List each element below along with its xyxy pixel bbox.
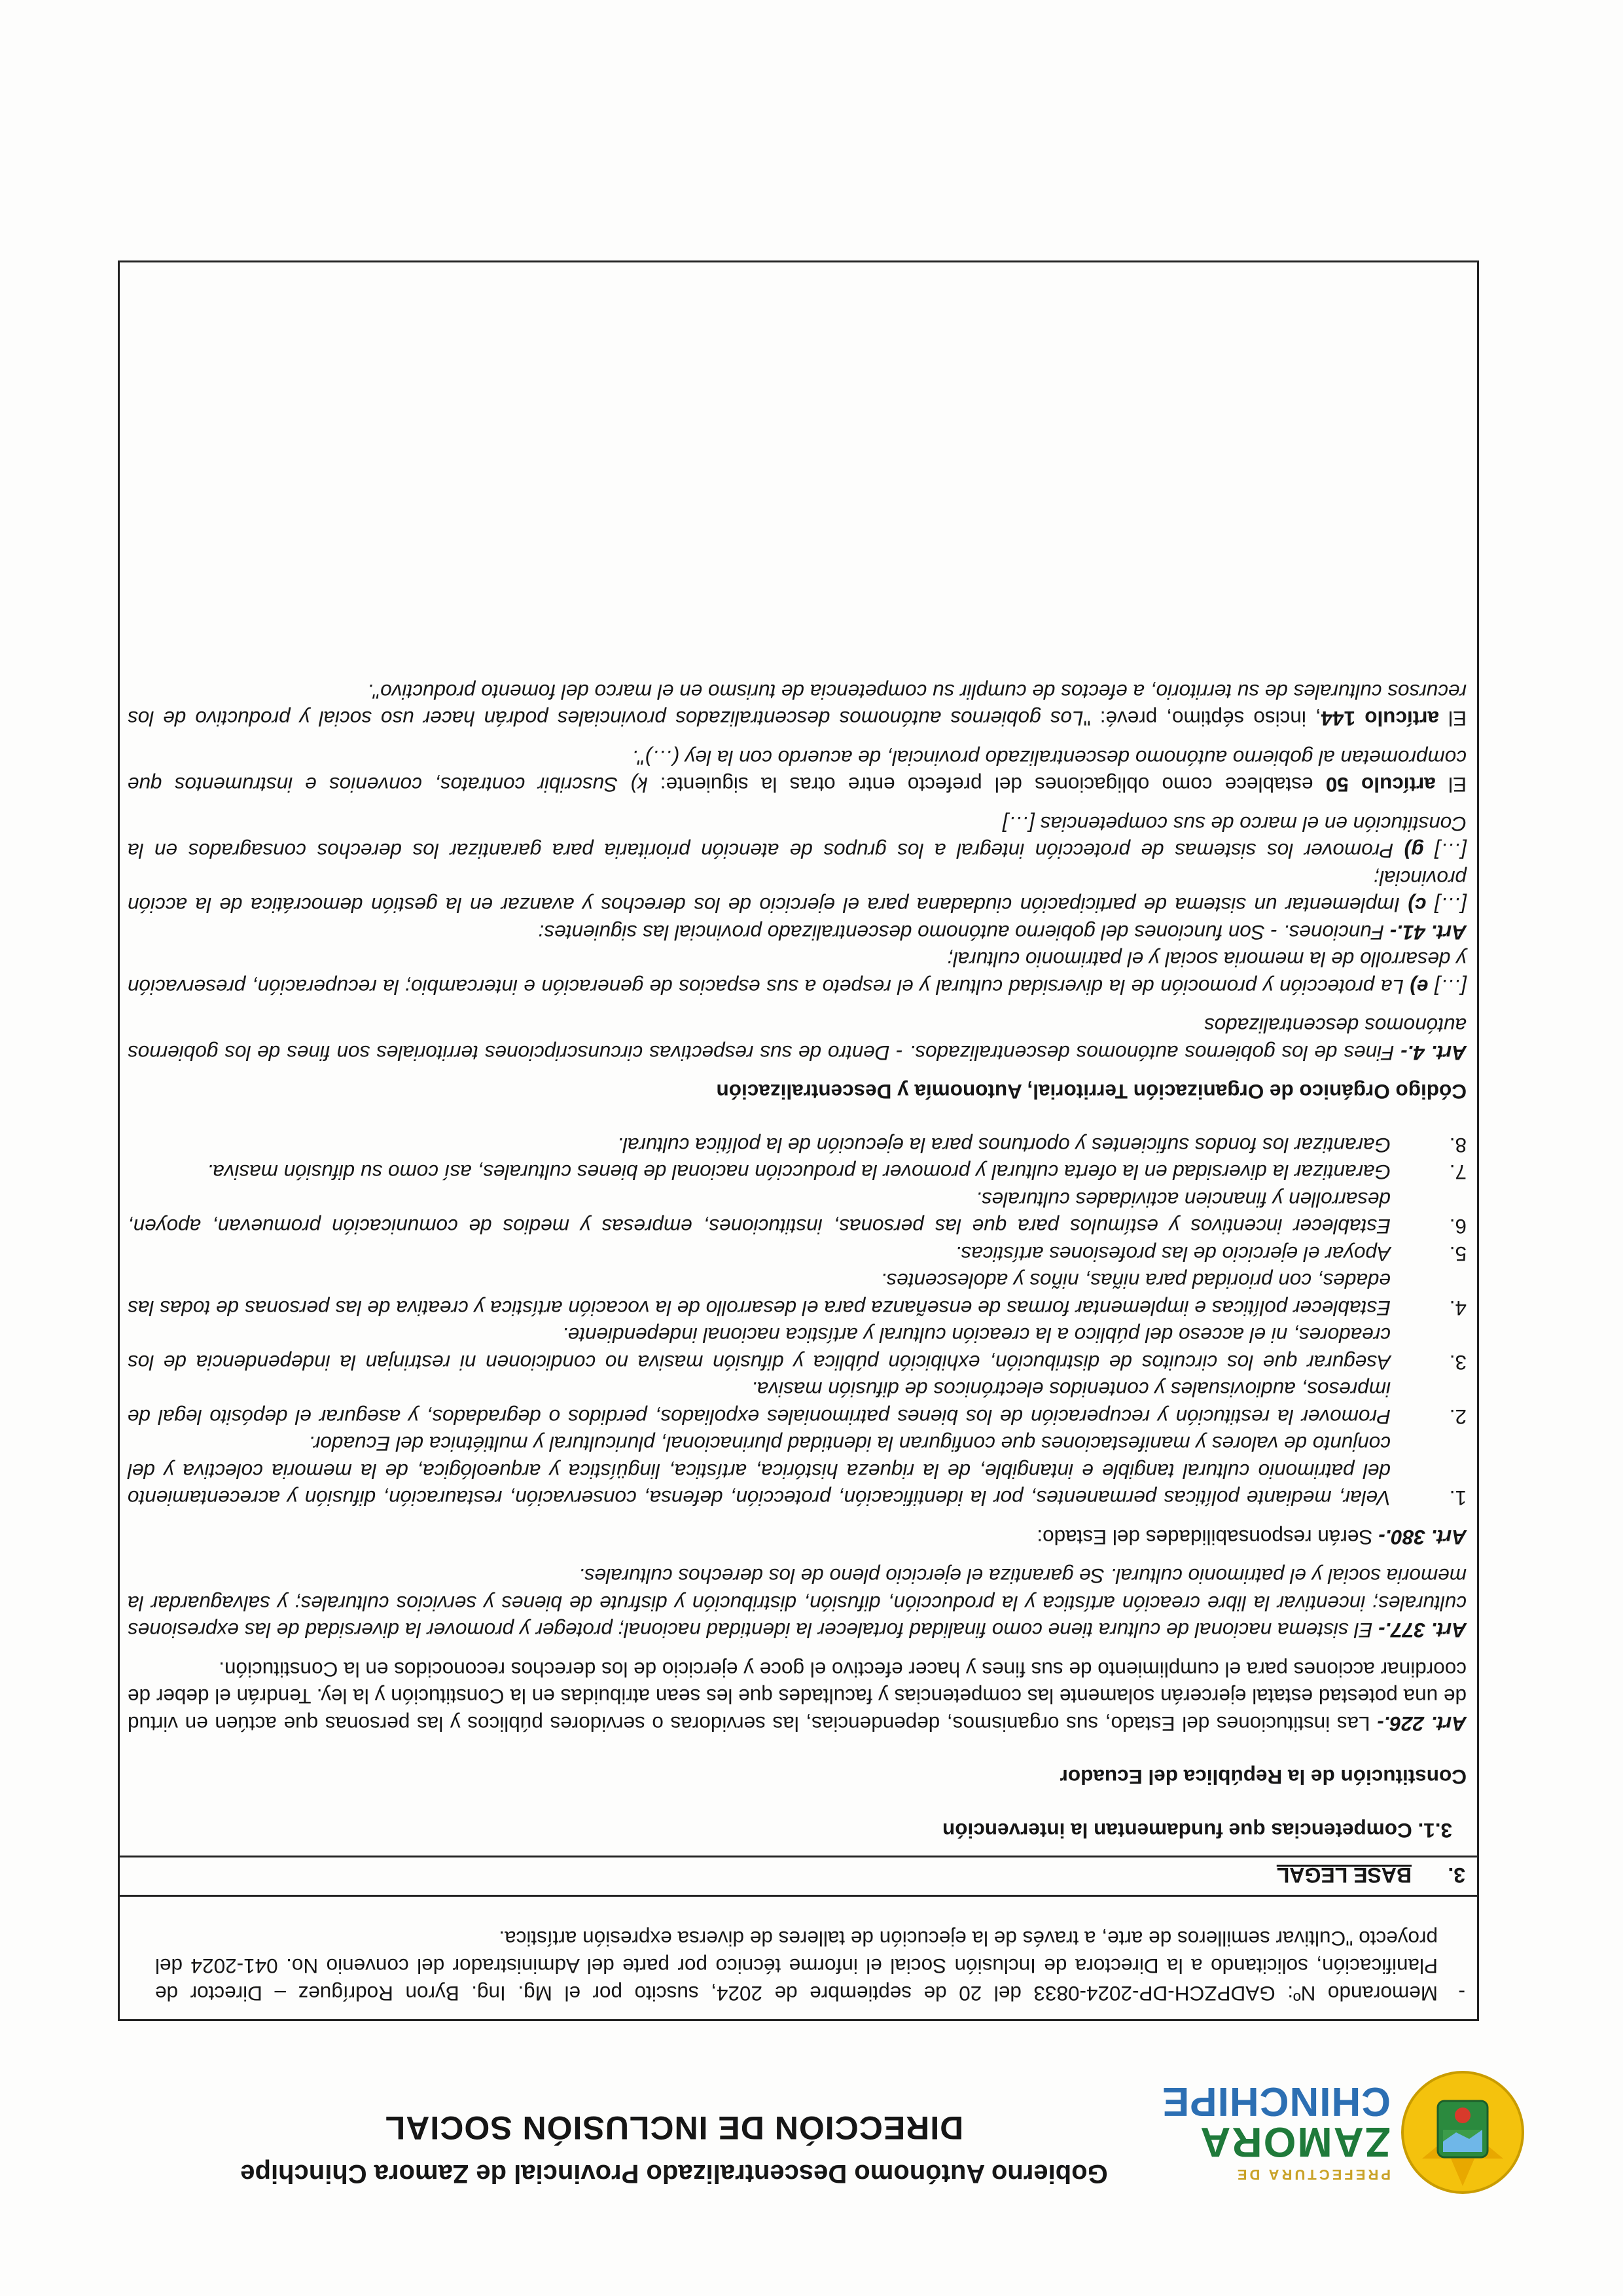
page-title: Gobierno Autónomo Descentralizado Provincial de Zamora Chinchipe [240,2159,1108,2188]
art-226-label: Art. 226.- [1377,1712,1467,1736]
art-377-label: Art. 377.- [1378,1619,1467,1643]
art-380-list [128,1132,1467,1512]
art-50-label: artículo 50 [1325,773,1436,797]
list-item: 1. Velar, mediante políticas permanentes, por la identificación, protección, defensa, conservación, restauración, difusión y acrecentamiento del patrimonio cultural tangible e intangible, de la riqueza histórica, artística, lingüística y arqueológica, de la memoria colectiva y del conjunto de valores y manifestaciones que configuran la identidad plurinacional, pluricultural y multiétnica del Ecuador. [128,1432,1467,1511]
art-144-label: artículo 144 [1321,707,1439,731]
content-table [118,260,1479,2021]
legal-content [128,678,1467,1844]
brand-prefectura: PREFECTURA DE [1234,2166,1391,2183]
list-item: 4. Establecer políticas e implementar formas de enseñanza para el desarrollo de la vocación artística y creativa de las personas de todas las edades, con prioridad para niñas, niños y adolescentes. [128,1269,1467,1320]
constitution-title: Constitución de la República del Ecuador [1060,1765,1467,1789]
memo-row [120,1895,1477,2019]
list-item: 3. Asegurar que los circuitos de distribución, exhibición pública y difusión masiva no condicionen ni restrinjan la independencia de los creadores, ni el acceso del público a la creación cultural y artística nacional independiente. [128,1323,1467,1374]
list-item: 7. Garantizar la diversidad en la oferta cultural y promover la producción nacional de bienes culturales, así como su difusión masiva. [207,1160,1467,1185]
art-226-text: Las instituciones del Estado, sus organismos, dependencias, las servidoras o servidores públicos y las personas que actúen en virtud de una potestad estatal ejercerán solamente las competencias y facultades que les sean atribuidas en la Constitución y la ley. Tendrán el deber de coordinar acciones para el cumplimiento de sus fines y hacer efectivo el goce y ejercicio de los derechos reconocidos en la Constitución. [128,1658,1467,1736]
art-41-g: […] g) Promover los sistemas de protección integral a los grupos de atención prioritaria para garantizar los derechos consagrados en la Constitución en el marco de sus competencias […] [128,812,1467,863]
section-number: 3. [1448,1863,1465,1887]
list-item: 6. Establecer incentivos y estímulos para que las personas, instituciones, empresas y medios de comunicación promuevan, apoyen, desarrollen y financien actividades culturales. [128,1188,1467,1239]
subsection-title: 3.1. Competencias que fundamentan la intervención [942,1819,1452,1842]
prefectura-crest-icon [1397,2067,1528,2198]
art-380-text: Serán responsabilidades del Estado: [1037,1526,1379,1549]
art-4-text: Fines de los gobiernos autónomos descentralizados. - Dentro de sus respectivas circunscripciones territoriales son fines de los gobiernos autónomos descentralizados [128,1014,1467,1065]
memo-bullet: - [1458,1981,1465,2005]
art-4 [128,1012,1467,1066]
art-41-c: […] c) Implementar un sistema de participación ciudadana para el ejercicio de los derechos y avanzar en la gestión democrática de la acción provincial; [128,867,1467,918]
brand-zamora: ZAMORA [1199,2119,1391,2166]
list-item: 2. Promover la restitución y recuperación de los bienes patrimoniales expoliados, perdidos o degradados, y asegurar el depósito legal de impresos, audiovisuales y contenidos electrónicos de difusión masiva. [128,1378,1467,1429]
department-title: DIRECCIÓN DE INCLUSIÓN SOCIAL [384,2109,964,2146]
art-377-text: El sistema nacional de cultura tiene como finalidad fortalecer la identidad nacional; proteger y promover la diversidad de las expresiones culturales; incentivar la libre creación artística y la producción, difusión, distribución y disfrute de bienes y servicios culturales; y salvaguardar la memoria social y el patrimonio cultural. Se garantiza el ejercicio pleno de los derechos culturales. [128,1564,1467,1643]
art-377 [128,1562,1467,1644]
art-50: El artículo 50 establece como obligaciones del prefecto entre otras la siguiente: k) Suscribir contratos, convenios e instrumentos que comprometan al gobierno autónomo descentralizado provincial, de acuerdo con la ley (…)". [127,746,1467,797]
art-41: Art. 41.- Funciones. - Son funciones del gobierno autónomo descentralizado provincial las siguientes: [538,921,1467,944]
cootad-title: Código Orgánico de Organización Territorial, Autonomía y Descentralización [716,1080,1467,1104]
art-4-label: Art. 4.- [1400,1041,1467,1065]
brand-wordmark [1161,2079,1391,2183]
art-226 [128,1656,1467,1738]
section-header [120,1856,1477,1895]
brand-chinchipe: CHINCHIPE [1161,2079,1391,2124]
list-item: 5. Apoyar el ejercicio de las profesiones artísticas. [955,1242,1467,1266]
art-41-label: Art. 41.- [1389,921,1467,944]
art-4-e: […] e) La protección y promoción de la diversidad cultural y el respeto a sus espacios de generación e intercambio; la recuperación, preservación y desarrollo de la memoria social y el patrimonio cultural; [128,948,1467,999]
list-item: 8. Garantizar los fondos suficientes y oportunos para la ejecución de la política cultural. [617,1134,1467,1157]
art-144: El artículo 144, inciso séptimo, prevé: "Los gobiernos autónomos descentralizados provinciales podrán hacer uso social y productivo de los recursos culturales de su territorio, a efectos de cumplir su competencia de turismo en el marco del fomento productivo". [128,680,1467,731]
art-380-label: Art. 380.- [1378,1526,1467,1549]
memo-text: Memorando Nº: GADPZCH-DP-2024-0833 del 20 de septiembre de 2024, suscito por el Mg. Ing. Byron Rodríguez – Director de Planificación, solicitando a la Directora de Inclusión Social el informe técnico por parte del Administrador del convenio No. 041-2024 del proyecto "Cultivar semilleros de arte, a través de la ejecución de talleres de diversa expresión artística. [155,1927,1438,2005]
art-380 [128,1524,1467,1551]
section-title: BASE LEGAL [1276,1863,1412,1887]
